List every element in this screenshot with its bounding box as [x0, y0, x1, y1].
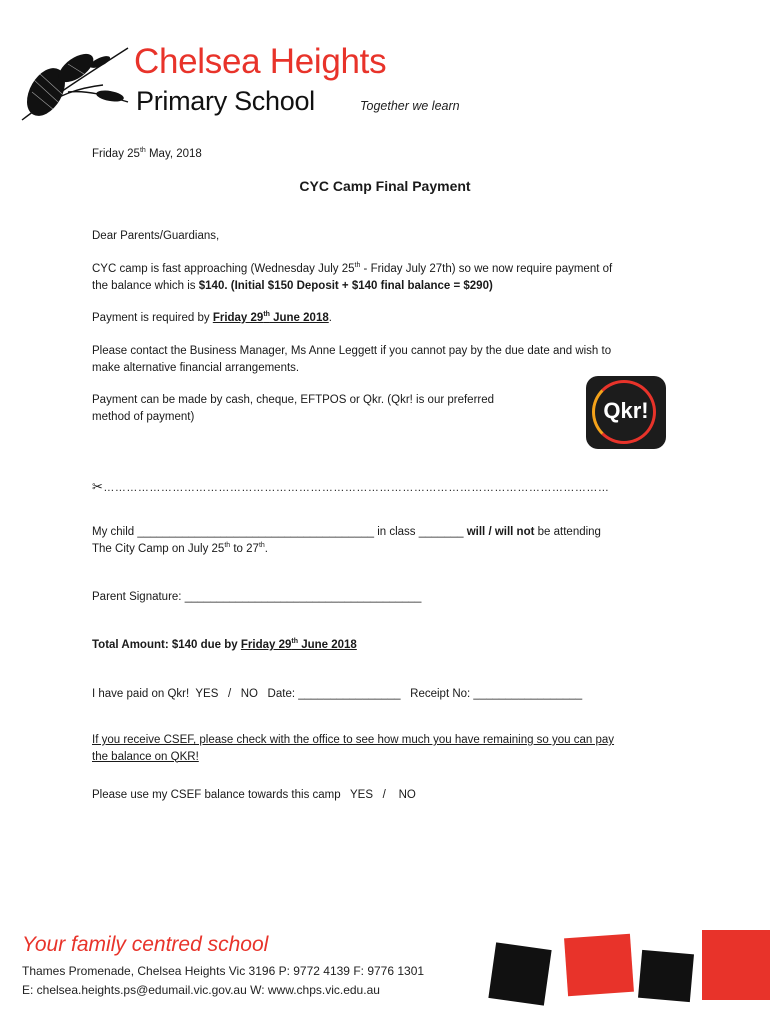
bottlebrush-flower-icon — [18, 40, 134, 126]
qkr-label: Qkr! — [603, 398, 649, 423]
footer-slogan: Your family centred school — [22, 933, 269, 956]
parent-signature-field: Parent Signature: _____________________________________ — [92, 591, 422, 603]
paid-on-qkr-field: I have paid on Qkr! YES / NO Date: ________________ Receipt No: _________________ — [92, 688, 583, 700]
letter-date: Friday 25th May, 2018 — [92, 147, 202, 160]
decorative-square-black-1 — [488, 942, 551, 1005]
decorative-square-black-2 — [638, 950, 694, 1002]
qkr-app-icon — [586, 376, 666, 449]
paragraph-contact: Please contact the Business Manager, Ms Anne Leggett if you cannot pay by the due date and wish to make alternative financial arrangements. — [92, 345, 612, 374]
letter-title: CYC Camp Final Payment — [299, 178, 471, 194]
csef-notice: If you receive CSEF, please check with the office to see how much you have remaining so you can pay the balance on QKR! — [92, 734, 615, 763]
school-logo — [18, 40, 134, 126]
decorative-square-red-1 — [564, 934, 634, 996]
school-name-line2: Primary School — [136, 86, 315, 116]
child-attendance-field: My child _____________________________________ in class _______ will / will not be attending The City Camp on July 25th to 27th. — [92, 526, 601, 555]
csef-balance-field: Please use my CSEF balance towards this camp YES / NO — [92, 789, 416, 801]
paragraph-due-date: Payment is required by Friday 29th June 2018. — [92, 311, 332, 324]
decorative-square-red-2 — [702, 930, 770, 1000]
school-tagline: Together we learn — [360, 99, 460, 113]
footer-address: Thames Promenade, Chelsea Heights Vic 3196 P: 9772 4139 F: 9776 1301 — [22, 964, 425, 978]
paragraph-camp-dates: CYC camp is fast approaching (Wednesday July 25th - Friday July 27th) so we now require payment of the balance which is $140. (Initial $150 Deposit + $140 final balance = $290) — [92, 262, 613, 292]
school-name-line1: Chelsea Heights — [134, 42, 387, 81]
scissors-icon: ✂ — [92, 479, 104, 494]
salutation: Dear Parents/Guardians, — [92, 230, 220, 242]
total-amount: Total Amount: $140 due by Friday 29th June 2018 — [92, 638, 357, 651]
cut-line — [92, 479, 652, 495]
footer-contact: E: chelsea.heights.ps@edumail.vic.gov.au W: www.chps.vic.edu.au — [22, 983, 380, 997]
paragraph-payment-methods: Payment can be made by cash, cheque, EFTPOS or Qkr. (Qkr! is our preferred method of payment) — [92, 394, 495, 423]
cut-dots: …………………………………………………………………………………………………………………… — [103, 482, 610, 494]
